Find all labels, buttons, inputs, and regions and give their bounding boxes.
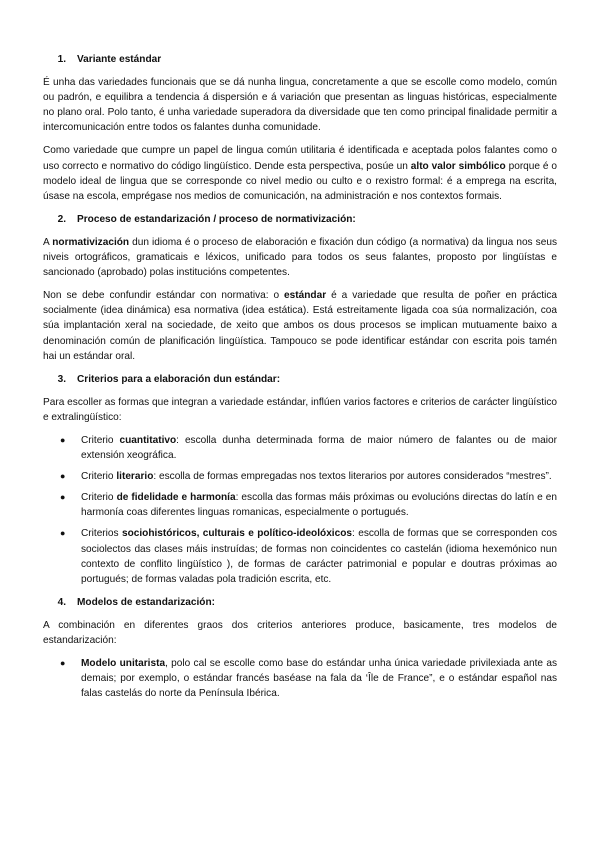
section-4-title: Modelos de estandarización:	[77, 596, 215, 608]
section-1-title: Variante estándar	[77, 54, 162, 65]
criteria-list	[43, 433, 557, 587]
bullet-icon: ●	[60, 434, 66, 445]
section-3-heading	[43, 372, 557, 387]
bold-term: literario	[116, 471, 154, 483]
document-content	[43, 52, 557, 709]
section-4-intro: A combinación en diferentes graos dos criterios anteriores produce, basicamente, tres modelos de estandarización:	[43, 619, 557, 646]
list-item: ● Criterio cuantitativo: escolla dunha determinada forma de maior número de falantes ou de maior extensión xeográfica.	[43, 433, 557, 463]
list-item: ● Criterio de fidelidade e harmonía: escolla das formas máis próximas ou evolucións directas do latín e en harmonía coas diferentes linguas romanicas, especialmente o portugués.	[43, 490, 557, 520]
bold-term: cuantitativo	[119, 434, 177, 446]
bold-term: estándar	[284, 290, 327, 302]
bold-term: normativización	[52, 236, 130, 248]
bold-term: sociohistóricos, culturais e político-ideolóxicos	[121, 528, 353, 540]
section-1-heading	[43, 52, 557, 67]
list-item: ● Modelo unitarista, polo cal se escolle como base do estándar unha única variedade privilexiada ante as demais; por exemplo, o estándar francés baséase na fala da ‘Île de France”, e o estándar español nas falas castelás do norte da Península Ibérica.	[43, 656, 557, 701]
bold-term: de fidelidade e harmonía	[116, 492, 236, 504]
section-1-number: 1.	[57, 54, 66, 65]
section-2-paragraph-1: A normativización dun idioma é o proceso de elaboración e fixación dun código (a normativa) da lingua nos seus niveis ortográficos, gramaticais e léxicos, unificado para todos os seus falantes, proposto por lingüístas e sancionado (aprobado) polas institucións competentes.	[43, 236, 557, 279]
section-1-paragraph-2: Como variedade que cumpre un papel de lingua común utilitaria é identificada e aceptada polos falantes como o uso correcto e normativo do código lingüístico. Dende esta perspectiva, posúe un alto valor simbólico porque é o modelo ideal de lingua que se corresponde co nivel medio ou culto e o rexistro formal: é a emprega na escrita, úsase na escola, emprégase nos medios de comunicación, na administración e nos contextos formais.	[43, 145, 557, 202]
section-3-intro: Para escoller as formas que integran a variedade estándar, inflúen varios factores e criterios de carácter lingüístico e extralingüístico:	[43, 396, 557, 423]
bold-term: alto valor simbólico	[410, 160, 506, 172]
section-4-number: 4.	[57, 596, 66, 608]
bullet-icon: ●	[60, 471, 66, 482]
section-2-paragraph-2: Non se debe confundir estándar con normativa: o estándar é a variedade que resulta de poñer en práctica socialmente (idea dinámica) esa normativa (idea estática). Está estreitamente ligada coa súa normalización, coa súa implantación xeral na sociedade, de xeito que ambos os dous procesos se implican mutuamente baixo a denominación común de planificación lingüística. Tampouco se pode identificar estándar con escrita pois tamén hai un estándar oral.	[43, 290, 557, 362]
section-3-title: Criterios para a elaboración dun estándar:	[77, 373, 281, 385]
section-3-number: 3.	[57, 373, 66, 385]
section-2-title: Proceso de estandarización / proceso de normativización:	[77, 213, 356, 225]
list-item: ● Criterios sociohistóricos, culturais e político-ideolóxicos: escolla de formas que se corresponden cos sociolectos das clases máis instruídas; de formas non coincidentes co castelán (idioma hexemónico nun contexto de conflito lingüístico ), de formas de carácter patrimonial e popular e doutras próximas ao portugués; de formas valadas pola tradición escrita, etc.	[43, 526, 557, 586]
section-4-heading	[43, 595, 557, 610]
bullet-icon: ●	[60, 492, 66, 503]
bullet-icon: ●	[60, 658, 66, 669]
list-item: ● Criterio literario: escolla de formas empregadas nos textos literarios por autores considerados “mestres”.	[43, 469, 557, 484]
bold-term: Modelo unitarista	[81, 658, 166, 670]
section-2-heading	[43, 212, 557, 227]
bullet-icon: ●	[60, 528, 66, 539]
models-list	[43, 656, 557, 701]
section-2-number: 2.	[57, 213, 66, 225]
section-1-paragraph-1: É unha das variedades funcionais que se dá nunha lingua, concretamente a que se escolle como modelo, común ou padrón, e equilibra a tendencia á dispersión e á variación que presentan as linguas históricas, especialmente no plano oral. Polo tanto, é unha variedade superadora da diversidade que ten como principal finalidade permitir a intercomunicación entre todos os falantes dunha comunidade.	[43, 77, 557, 134]
